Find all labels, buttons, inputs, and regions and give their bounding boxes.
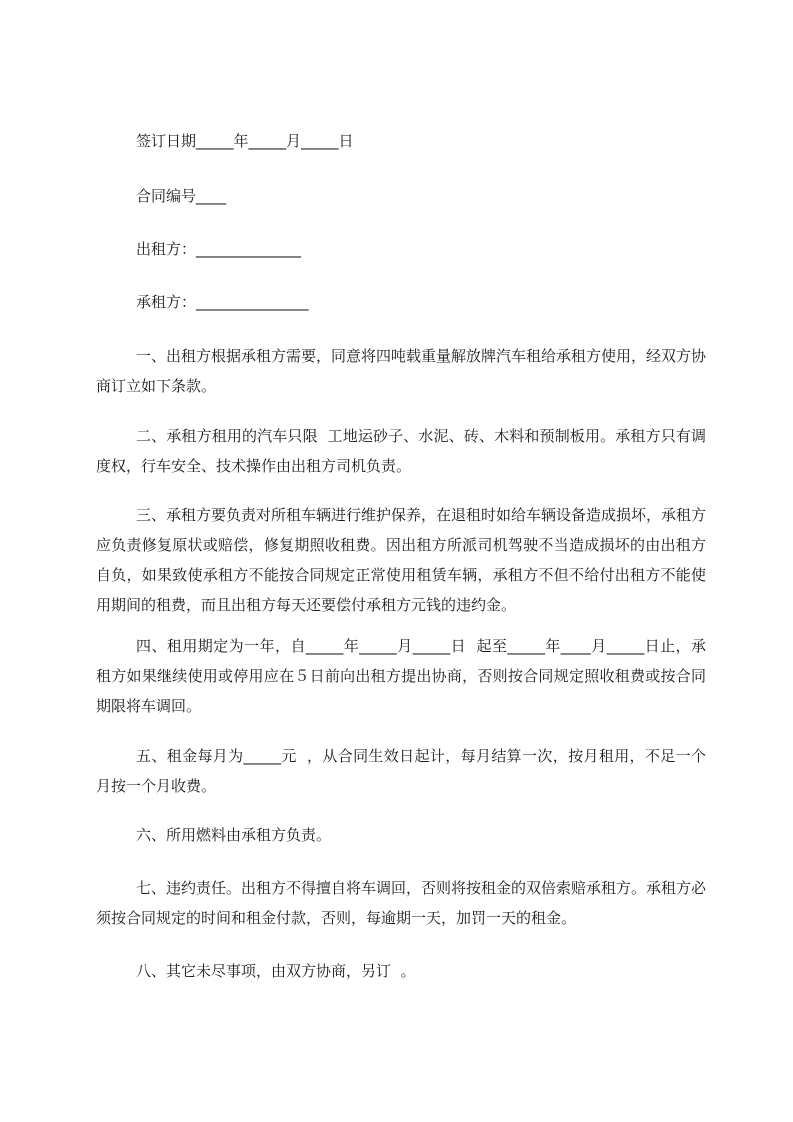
lessor-line: 出租方：______________ [136,240,302,258]
clause-3: 三、承租方要负责对所租车辆进行维护保养，在退租时如给车辆设备造成损坏，承租方应负责修复原状或赔偿，修复期照收租费。因出租方所派司机驾驶不当造成损坏的由出租方自负，如果致使承租方不能按合同规定正常使用租赁车辆，承租方不但不给付出租方不能使用期间的租费，而且出租方每天还要偿付承租方元钱的违约金。 [96,506,707,614]
sign-date-line: 签订日期_____年_____月_____日 [136,132,354,150]
clause-5: 五、租金每月为_____元 ，从合同生效日起计，每月结算一次，按月租用，不足一个月按一个月收费。 [96,747,706,795]
clause-4: 四、租用期定为一年，自_____年_____月_____日 起至_____年____月_____日止，承租方如果继续使用或停用应在５日前向出租方提出协商，否则按合同规定照收租费或按合同期限将车调回。 [96,637,706,715]
lessee-line: 承租方：_______________ [136,293,309,311]
contract-number-line: 合同编号____ [136,187,227,205]
clause-2: 二、承租方租用的汽车只限 工地运砂子、水泥、砖、木料和预制板用。承租方只有调度权，行车安全、技术操作由出租方司机负责。 [96,427,706,475]
clause-1: 一、出租方根据承租方需要，同意将四吨载重量解放牌汽车租给承租方使用，经双方协商订立如下条款。 [96,347,707,395]
clause-7: 七、违约责任。出租方不得擅自将车调回，否则将按租金的双倍索赔承租方。承租方必须按合同规定的时间和租金付款，否则，每逾期一天，加罚一天的租金。 [96,879,707,927]
clause-6: 六、所用燃料由承租方负责。 [136,826,332,844]
clause-8: 八、其它未尽事项，由双方协商，另订 。 [136,962,416,980]
